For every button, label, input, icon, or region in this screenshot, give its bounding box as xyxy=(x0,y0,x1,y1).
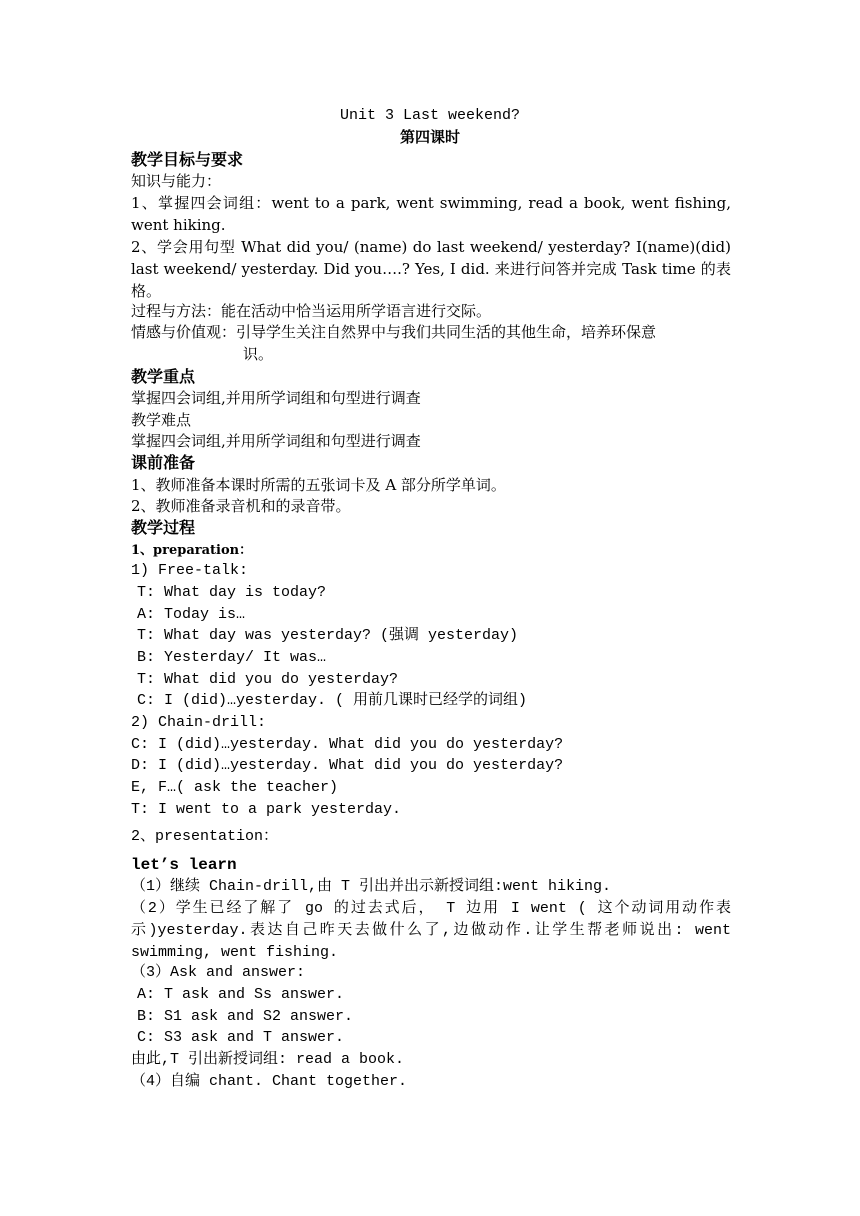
doc-subtitle: 第四课时 xyxy=(399,128,460,146)
goals-heading: 教学目标与要求 xyxy=(131,150,244,169)
presentation-step: （2）学生已经了解了 go 的过去式后， T 边用 I went ( 这个动词用动作表示)yesterday.表达自己昨天去做什么了,边做动作.让学生帮老师说出: went swimming, went fishing. xyxy=(131,900,731,961)
ask-answer-line: A: T ask and Ss answer. xyxy=(137,986,345,1003)
prep-1: 1、教师准备本课时所需的五张词卡及 A 部分所学单词。 xyxy=(131,476,506,494)
emotion-line-2: 识。 xyxy=(243,345,274,363)
process-method: 过程与方法：能在活动中恰当运用所学语言进行交际。 xyxy=(131,302,492,320)
free-talk-line: T: What day was yesterday? (强调 yesterday) xyxy=(137,627,519,644)
difficult-text: 掌握四会词组,并用所学词组和句型进行调查 xyxy=(131,432,421,450)
chain-drill-heading: 2) Chain-drill: xyxy=(131,714,267,731)
presentation-step: （4）自编 chant. Chant together. xyxy=(131,1073,408,1090)
chain-drill-line: E, F…( ask the teacher) xyxy=(131,779,339,796)
key-text: 掌握四会词组,并用所学词组和句型进行调查 xyxy=(131,389,421,407)
chain-drill-line: C: I (did)…yesterday. What did you do yesterday? xyxy=(131,736,564,753)
lets-learn-heading: let’s learn xyxy=(131,856,237,874)
presentation-step: （1）继续 Chain-drill,由 T 引出并出示新授词组:went hiking. xyxy=(131,878,612,895)
chain-drill-line: D: I (did)…yesterday. What did you do yesterday? xyxy=(131,757,564,774)
difficult-heading: 教学难点 xyxy=(131,411,192,429)
ask-answer-line: C: S3 ask and T answer. xyxy=(137,1029,345,1046)
free-talk-line: B: Yesterday/ It was… xyxy=(137,649,327,666)
ask-answer-line: B: S1 ask and S2 answer. xyxy=(137,1008,354,1025)
doc-title: Unit 3 Last weekend? xyxy=(339,107,521,124)
prep-heading: 课前准备 xyxy=(131,453,196,472)
chain-drill-line: T: I went to a park yesterday. xyxy=(131,801,402,818)
process-heading: 教学过程 xyxy=(131,518,196,537)
goal-2: 2、学会用句型 What did you/ (name) do last weekend/ yesterday? I(name)(did) last weekend/ yesterday. Did you….? Yes, I did. 来进行问答并完成 Task time 的表格。 xyxy=(131,238,731,300)
new-phrase-line: 由此,T 引出新授词组: read a book. xyxy=(131,1051,405,1068)
key-heading: 教学重点 xyxy=(131,367,196,386)
presentation-step: （3）Ask and answer: xyxy=(131,964,306,981)
goal-1: 1、掌握四会词组：went to a park, went swimming, read a book, went fishing, went hiking. xyxy=(131,194,731,234)
free-talk-line: T: What did you do yesterday? xyxy=(137,671,399,688)
prep-2: 2、教师准备录音机和的录音带。 xyxy=(131,497,351,515)
free-talk-line: A: Today is… xyxy=(137,606,246,623)
emotion-line-1: 情感与价值观：引导学生关注自然界中与我们共同生活的其他生命，培养环保意 xyxy=(131,323,657,341)
free-talk-line: C: I (did)…yesterday. ( 用前几课时已经学的词组) xyxy=(137,692,528,709)
free-talk-heading: 1) Free-talk: xyxy=(131,562,249,579)
knowledge-heading: 知识与能力： xyxy=(131,172,222,190)
free-talk-line: T: What day is today? xyxy=(137,584,327,601)
step-presentation: 2、presentation： xyxy=(131,828,279,845)
step-preparation: 1、preparation： xyxy=(131,543,253,558)
